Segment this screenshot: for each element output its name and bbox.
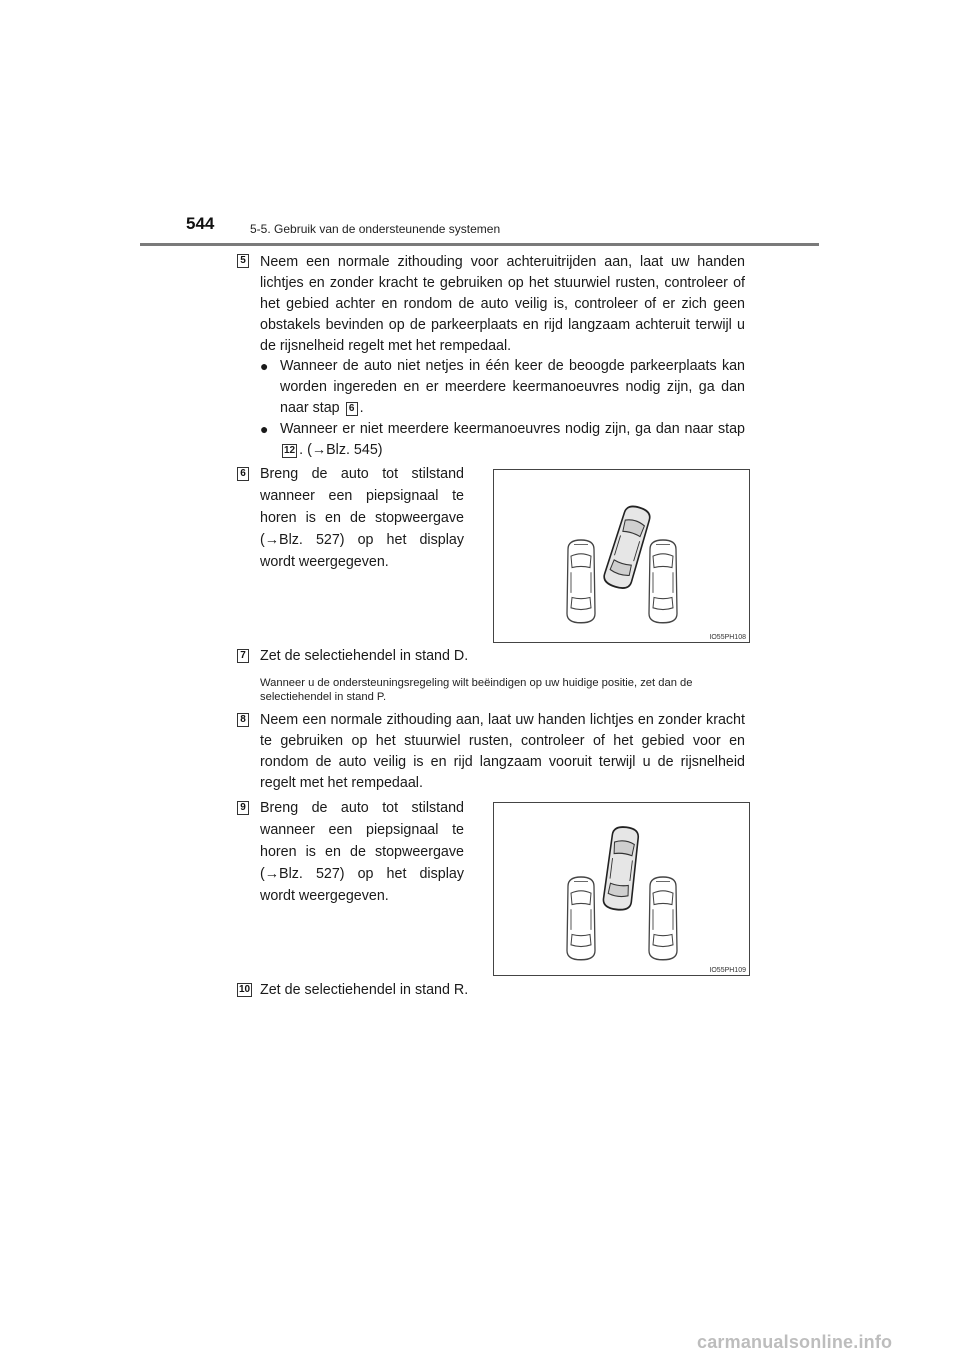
illustration-forward-maneuver — [493, 802, 750, 976]
step-10-text: Zet de selectiehendel in stand R. — [260, 982, 469, 998]
step-5-bullet-1 — [260, 356, 745, 419]
step-9-text: Breng de auto tot stilstand wanneer een piepsignaal te horen is en de stopweergave (→Blz. 527) op het display wordt weergegeven. — [260, 800, 464, 904]
maneuvering-car — [602, 826, 640, 912]
parked-car-right — [649, 540, 677, 623]
section-title: 5-5. Gebruik van de ondersteunende systemen — [250, 222, 501, 236]
step-7-text: Zet de selectiehendel in stand D. — [260, 648, 469, 664]
parking-diagram-1 — [494, 470, 749, 642]
parking-diagram-2 — [494, 803, 749, 975]
parked-car-right — [649, 877, 677, 960]
bullet-2-text: Wanneer er niet meerdere keermanoeuvres nodig zijn, ga dan naar stap — [280, 421, 745, 437]
page-number: 544 — [186, 214, 215, 233]
parked-car-left — [567, 540, 595, 623]
figure-code: IO55PH108 — [709, 634, 746, 641]
step-badge-7: 7 — [237, 649, 249, 663]
step-8-text: Neem een normale zithouding aan, laat uw handen lichtjes en zonder kracht te gebruiken op het stuurwiel rusten, controleer of het gebied voor en rondom de auto veilig is en rijd langzaam vooruit terwijl u de rijsnelheid regelt met het rempedaal. — [260, 712, 745, 791]
step-ref-badge-12[interactable]: 12 — [284, 445, 296, 456]
step-ref-badge-6[interactable]: 6 — [346, 402, 358, 416]
step-7-note: Wanneer u de ondersteuningsregeling wilt beëindigen op uw huidige positie, zet dan de selectiehendel in stand P. — [260, 677, 693, 703]
step-badge-9: 9 — [237, 801, 249, 815]
step-5-text: Neem een normale zithouding voor achteruitrijden aan, laat uw handen lichtjes en zonder kracht te gebruiken op het stuurwiel rusten, controleer of het gebied achter en rondom de auto veilig is, controleer of er zich geen obstakels bevinden op de parkeerplaats en rijd langzaam achteruit terwijl u de rijsnelheid regelt met het rempedaal. — [260, 254, 745, 354]
bullet-icon: ● — [260, 358, 269, 374]
illustration-reverse-parking — [493, 469, 750, 643]
step-badge-8: 8 — [237, 713, 249, 727]
bullet-2-content — [280, 419, 745, 461]
step-badge-6: 6 — [237, 467, 249, 481]
figure-code: IO55PH109 — [709, 967, 746, 974]
watermark: carmanualsonline.info — [697, 1332, 893, 1352]
bullet-icon: ● — [260, 421, 269, 437]
bullet-2-end: . (→Blz. 545) — [299, 442, 383, 458]
step-badge-10: 10 — [238, 984, 251, 995]
step-badge-5: 5 — [237, 254, 249, 268]
maneuvering-car — [602, 503, 653, 590]
header-divider — [140, 243, 819, 246]
parked-car-left — [567, 877, 595, 960]
step-5-bullet-2 — [260, 419, 745, 461]
step-6-text: Breng de auto tot stilstand wanneer een piepsignaal te horen is en de stopweergave (→Blz. 527) op het display wordt weergegeven. — [260, 466, 464, 570]
bullet-1-text: Wanneer de auto niet netjes in één keer de beoogde parkeerplaats kan worden ingereden en er meerdere keermanoeuvres nodig zijn, ga dan naar stap — [280, 358, 745, 416]
bullet-1-content — [280, 356, 745, 419]
bullet-1-end: . — [359, 400, 364, 416]
